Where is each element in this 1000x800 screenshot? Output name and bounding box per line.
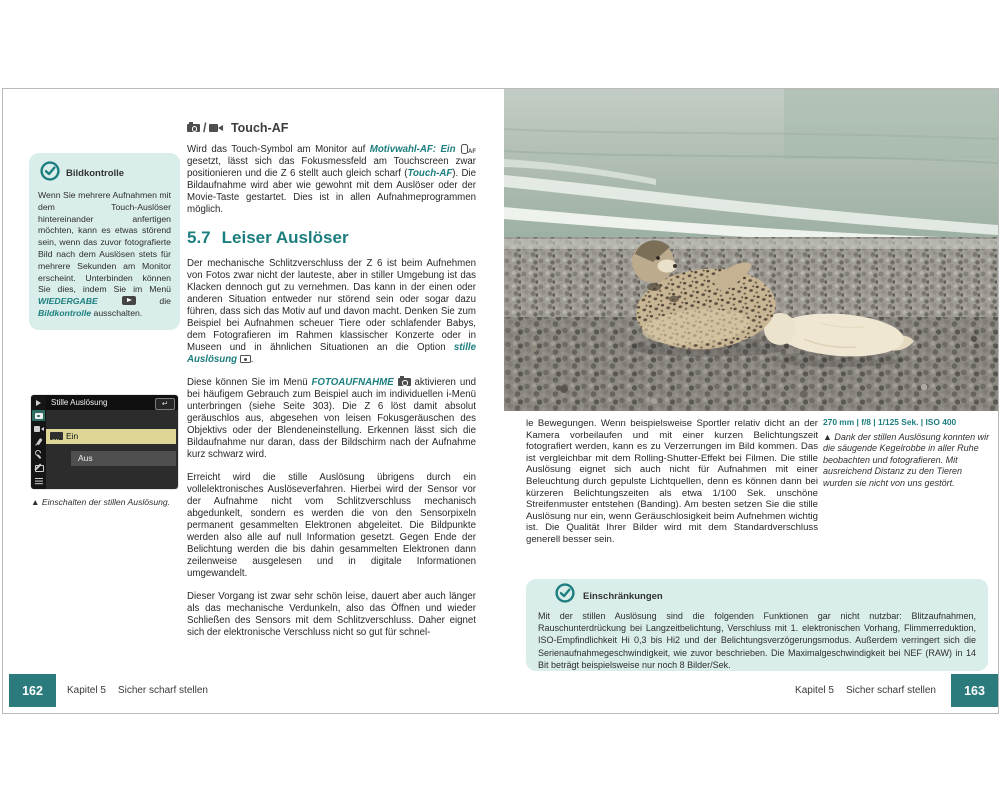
- book-spread: [2, 88, 999, 714]
- chapter-title: Sicher scharf stellen: [845, 685, 936, 696]
- chapter-label: Kapitel 5: [67, 685, 106, 696]
- info-box-einschraenkungen: [526, 579, 988, 671]
- right-text-column: [526, 418, 818, 557]
- camera-menu-screenshot: [31, 395, 178, 489]
- touch-af-heading: [187, 121, 476, 135]
- movie-camera-icon: [209, 124, 223, 132]
- check-circle-icon: [40, 161, 60, 186]
- paragraph: Dieser Vorgang ist zwar sehr schön leise, dauert aber auch länger als das mechanische Verdunkeln, also das Öffnen und wieder Schließen des Sensors mit dem Schlitzverschluss. Daher eignet sich der elektronische Verschluss nicht so gut für schnel-: [187, 591, 476, 638]
- page-number-left: 162: [9, 674, 56, 707]
- photo-caption: [823, 417, 990, 489]
- menu-screenshot-caption: ▲ Einschalten der stillen Auslösung.: [31, 497, 171, 507]
- sea: [504, 89, 998, 249]
- photo-caption-text: ▲ Dank der stillen Auslösung konnten wir die säugende Kegelrobbe in aller Ruhe beobachten und fotografieren. Mit ausreichend Distanz zu den Tieren wurden sie nicht von uns gestört.: [823, 432, 990, 488]
- silent-on-icon: ON: [50, 432, 63, 440]
- retouch-menu-icon: [32, 462, 45, 473]
- exif-settings: 270 mm | f/8 | 1/125 Sek. | ISO 400: [823, 417, 957, 427]
- paragraph: Der mechanische Schlitzverschluss der Z 6 ist beim Aufnehmen von Fotos zwar nicht der lauteste, aber in stiller Umgebung ist das Klacken dennoch gut zu vernehmen. Das kann in der einen oder anderen Situation entweder nur störend sein oder sogar dazu führen, dass sich das Motiv auf und davon macht. Denken Sie zum Beispiel bei Aufnahmen scheuer Tiere oder schlafender Babys, dem Fotografieren im Rahmen klassischer Konzerte oder in Museen und in ähnlichen Situationen an die Option stille Auslösung .: [187, 258, 476, 365]
- touch-af-heading-label: Touch-AF: [230, 121, 289, 135]
- movie-shooting-menu-icon: [32, 423, 45, 434]
- seal-photo: [504, 89, 998, 411]
- seal-photo-svg: [504, 89, 998, 411]
- slash-separator: /: [203, 121, 207, 135]
- custom-settings-menu-icon: [32, 436, 45, 447]
- info-box-bildkontrolle: [29, 153, 180, 330]
- paragraph: Diese können Sie im Menü FOTOAUFNAHME aktivieren und bei häufigem Gebrauch zum Beispiel auch im individuellen i-Menü unterbringen (siehe Seite 303). Die Z 6 löst damit absolut geräuschlos aus, abgesehen von leisen Fokusgeräuschen des Objektivs oder der Blendeneinstellung. Erkennen lässt sich die Bildaufnahme nur daran, dass der Bildschirm nach der Aufnahme kurz schwarz wird.: [187, 377, 476, 460]
- section-heading: [187, 228, 476, 248]
- camera-icon: [187, 124, 200, 132]
- check-circle-icon: [555, 583, 575, 608]
- menu-option-off: Aus: [71, 451, 176, 466]
- left-text-column: [187, 121, 476, 650]
- chapter-title: Sicher scharf stellen: [117, 685, 208, 696]
- page-number-right: 163: [951, 674, 998, 707]
- my-menu-icon: [32, 475, 45, 486]
- back-arrow-icon: ↵: [155, 398, 175, 410]
- chapter-label: Kapitel 5: [795, 685, 834, 696]
- section-title: Leiser Auslöser: [221, 228, 349, 247]
- running-footer-right: [3, 674, 936, 707]
- menu-sidebar: [31, 395, 46, 489]
- menu-title: Stille Auslösung: [46, 395, 178, 410]
- setup-menu-icon: [32, 449, 45, 460]
- menu-option-on: ON Ein: [46, 429, 176, 444]
- touch-af-paragraph: Wird das Touch-Symbol am Monitor auf Motivwahl-AF: Ein AF gesetzt, lässt sich das Fokusmessfeld am Touchscreen zwar positionieren und die Z 6 stellt auch gleich scharf (Touch-AF). Die Bildaufnahme wird aber wie gewohnt mit dem Auslöser oder der Movie-Taste gestartet. Dies ist in allen Aufnahmeprogrammen möglich.: [187, 144, 476, 216]
- restrictions-body: Mit der stillen Auslösung sind die folgenden Funktionen gar nicht nutzbar: Blitzaufnahmen, Rauschunterdrückung bei Langzeitbelichtung, Verschluss mit 1. elektronischen Vorhang, Flimmerreduktion, ISO-Empfindlichkeit Hi 0,3 bis Hi2 und der Belichtungsverzögerungsmodus. Außerdem verringert sich die Serienaufnahmegeschwindigkeit, wie zuvor beschrieben. Die Maximalgeschwindigkeit bei NEF (RAW) in 14 Bit beträgt beispielsweise nur noch 8 Bilder/Sek.: [538, 611, 976, 670]
- playback-menu-icon: [32, 397, 45, 408]
- info-box-title: Bildkontrolle: [66, 168, 125, 179]
- info-box-body: Wenn Sie mehrere Aufnahmen mit dem Touch-Auslöser hintereinander anfertigen möchten, kann es etwas störend sein, wenn das zuvor fotografierte Bild nach dem Auslösen stets für mehrere Sekunden am Monitor erscheint. Unterbinden können Sie dies, indem Sie im Menü WIEDERGABE die Bildkontrolle ausschalten.: [38, 190, 171, 318]
- photo-shooting-menu-icon: [32, 410, 45, 421]
- paragraph: le Bewegungen. Wenn beispielsweise Sportler relativ dicht an der Kamera vorbeilaufen und mit einer kurzen Belichtungszeit fotografiert werden, kann es zu Verzerrungen im Bild kommen. Das ist vergleichbar mit dem Rolling-Shutter-Effekt bei Filmen. Die stille Auslösung eignet sich auch nicht für Aufnahmen mit einer Beleuchtung durch gepulste Lichtquellen, denn es können dann bei kürzeren Belichtungszeiten als etwa 1/100 Sek. unschöne Streifenmuster entstehen (Banding). Am besten setzen Sie die stille Auslösung nur ein, wenn Geräuschlosigkeit beim Aufnehmen wichtig ist. Die Qualität Ihrer Bilder wird mit dem Standardverschluss generell besser sein.: [526, 418, 818, 545]
- paragraph: Erreicht wird die stille Auslösung übrigens durch ein vollelektronisches Auslöseverfahren. Hierbei wird der Sensor vor der Aufnahme nicht vom Schlitzverschluss mechanisch abgedunkelt, sondern es werden die von den Sensorpixeln permanent gesammelten Elektronen abgeleitet. Die Bildpunkte werden also alle auf null Information gesetzt. Gegen Ende der Belichtung werden die bis dahin gesammelten Elektronen dann zeilenweise ausgelesen und in digitale Informationen umgewandelt.: [187, 472, 476, 579]
- section-number: 5.7: [187, 228, 211, 247]
- restrictions-title: Einschränkungen: [583, 591, 663, 602]
